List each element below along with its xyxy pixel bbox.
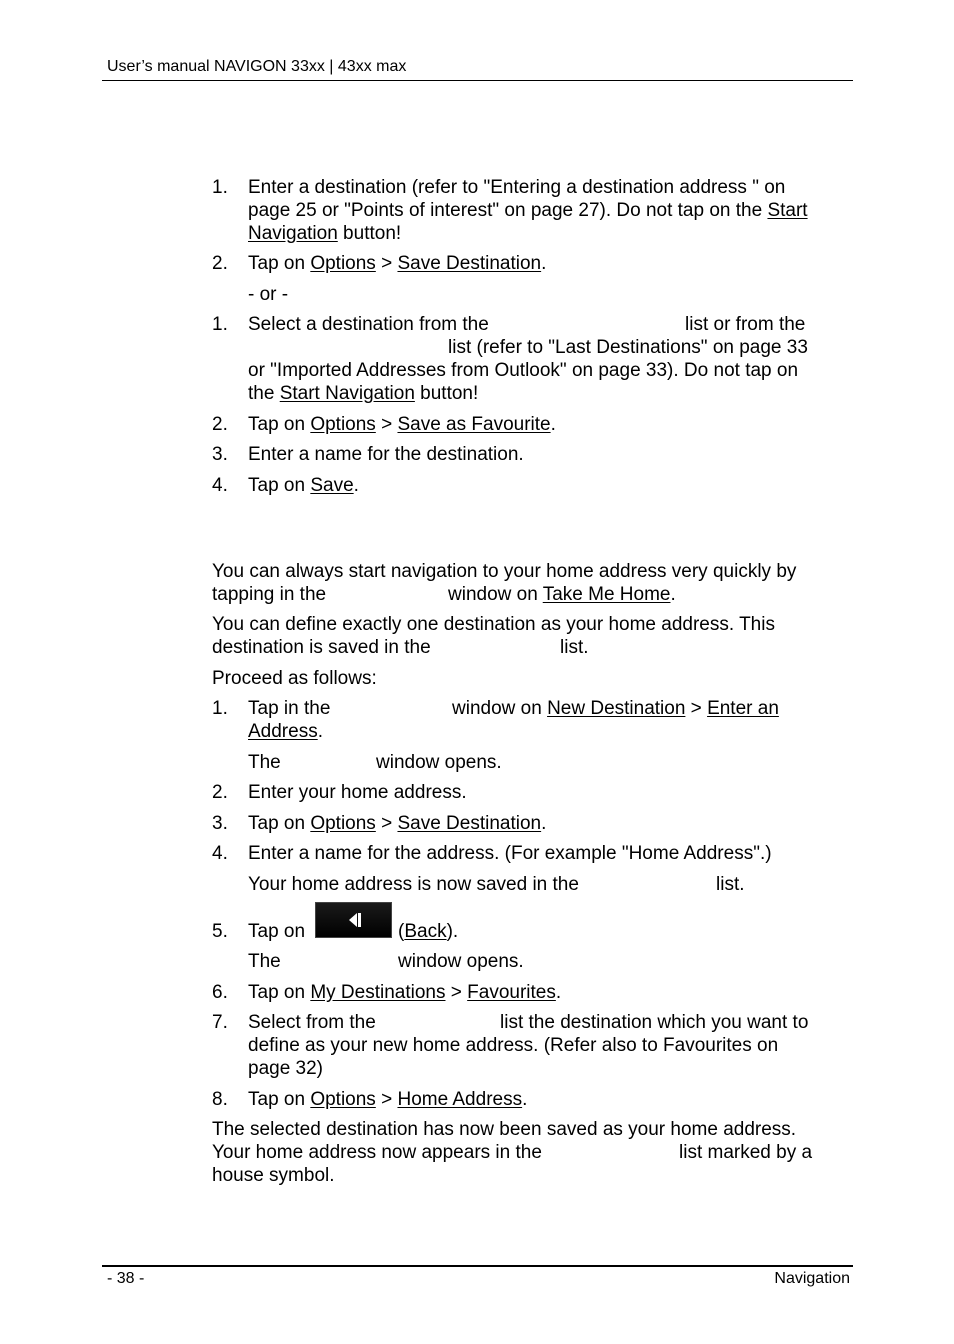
enter-an-address-link[interactable]: Enter an — [707, 698, 779, 719]
step-text: list or from the — [685, 314, 806, 335]
back-link[interactable]: Back — [404, 921, 447, 942]
step-note: window opens. — [398, 951, 524, 972]
step-text: Tap on Options > Save Destination. — [248, 253, 547, 274]
step-number: 5. — [212, 921, 228, 942]
step-number: 8. — [212, 1089, 228, 1110]
step-text: Select from the — [248, 1012, 376, 1033]
step-text: list (refer to "Last Destinations" on page 33 — [448, 337, 808, 358]
step-number: 3. — [212, 813, 228, 834]
step-note: The — [248, 951, 281, 972]
address-link[interactable]: Address — [248, 721, 318, 742]
home-address-link[interactable]: Home Address — [397, 1089, 523, 1110]
step-number: 3. — [212, 444, 228, 465]
paragraph: You can define exactly one destination as your home address. This — [212, 614, 775, 635]
step-text: list the destination which you want to — [500, 1012, 809, 1033]
favourites-link[interactable]: Favourites — [467, 982, 556, 1003]
start-navigation-link[interactable]: Start Navigation — [279, 383, 415, 404]
step-text: Enter a name for the destination. — [248, 444, 524, 465]
step-note: list. — [716, 874, 745, 895]
step-text: Navigation button! — [248, 223, 402, 244]
back-button[interactable] — [315, 902, 392, 938]
back-bar-icon — [358, 913, 361, 927]
step-text: or "Imported Addresses from Outlook" on page 33). Do not tap on — [248, 360, 799, 381]
navigation-link[interactable]: Navigation — [248, 223, 338, 244]
step-text: Tap on Options > Save Destination. — [248, 813, 547, 834]
step-text: (Back). — [398, 921, 459, 942]
step-text: Enter a name for the address. (For example "Home Address".) — [248, 843, 772, 864]
step-number: 2. — [212, 253, 228, 274]
paragraph: You can always start navigation to your home address very quickly by — [212, 561, 797, 582]
step-number: 1. — [212, 177, 228, 198]
options-link[interactable]: Options — [310, 1089, 376, 1110]
step-number: 4. — [212, 475, 228, 496]
step-text: Address. — [248, 721, 323, 742]
step-text: Tap on — [248, 921, 306, 942]
footer-section: Navigation — [774, 1270, 850, 1287]
paragraph: list marked by a — [679, 1142, 813, 1163]
header-rule — [102, 80, 853, 81]
step-text: Enter your home address. — [248, 782, 467, 803]
step-number: 2. — [212, 414, 228, 435]
paragraph: Proceed as follows: — [212, 668, 377, 689]
paragraph: window on Take Me Home. — [448, 584, 676, 605]
options-link[interactable]: Options — [310, 253, 376, 274]
step-note: Your home address is now saved in the — [248, 874, 579, 895]
save-link[interactable]: Save — [310, 475, 354, 496]
step-number: 1. — [212, 314, 228, 335]
step-text: Enter a destination (refer to "Entering a destination address " on — [248, 177, 786, 198]
footer-rule — [102, 1265, 853, 1267]
step-note: window opens. — [376, 752, 502, 773]
options-link[interactable]: Options — [310, 813, 376, 834]
header-title: User’s manual NAVIGON 33xx | 43xx max — [107, 58, 407, 75]
step-text: Tap on My Destinations > Favourites. — [248, 982, 562, 1003]
step-text: Select a destination from the — [248, 314, 489, 335]
paragraph: destination is saved in the — [212, 637, 431, 658]
back-arrow-icon — [349, 913, 357, 927]
step-text: page 25 or "Points of interest" on page 27). Do not tap on the Start — [248, 200, 808, 221]
step-text: Tap on Options > Home Address. — [248, 1089, 528, 1110]
page-number: - 38 - — [107, 1270, 145, 1287]
step-number: 1. — [212, 698, 228, 719]
paragraph: Your home address now appears in the — [212, 1142, 542, 1163]
save-destination-link[interactable]: Save Destination — [397, 813, 542, 834]
my-destinations-link[interactable]: My Destinations — [310, 982, 446, 1003]
save-destination-link[interactable]: Save Destination — [397, 253, 542, 274]
options-link[interactable]: Options — [310, 414, 376, 435]
step-text: Tap on Options > Save as Favourite. — [248, 414, 556, 435]
paragraph: tapping in the — [212, 584, 327, 605]
new-destination-link[interactable]: New Destination — [547, 698, 686, 719]
step-note: The — [248, 752, 281, 773]
paragraph: house symbol. — [212, 1165, 335, 1186]
start-link[interactable]: Start — [767, 200, 808, 221]
step-text: the Start Navigation button! — [248, 383, 479, 404]
step-text: define as your new home address. (Refer also to Favourites on — [248, 1035, 779, 1056]
save-as-favourite-link[interactable]: Save as Favourite — [397, 414, 551, 435]
paragraph: list. — [560, 637, 589, 658]
step-text: page 32) — [248, 1058, 324, 1079]
step-number: 6. — [212, 982, 228, 1003]
step-text: window on New Destination > Enter an — [452, 698, 779, 719]
step-number: 2. — [212, 782, 228, 803]
step-text: Tap in the — [248, 698, 331, 719]
step-text: Tap on Save. — [248, 475, 359, 496]
take-me-home-link[interactable]: Take Me Home — [542, 584, 671, 605]
step-number: 4. — [212, 843, 228, 864]
paragraph: The selected destination has now been saved as your home address. — [212, 1119, 797, 1140]
step-number: 7. — [212, 1012, 228, 1033]
or-separator: - or - — [248, 284, 289, 305]
